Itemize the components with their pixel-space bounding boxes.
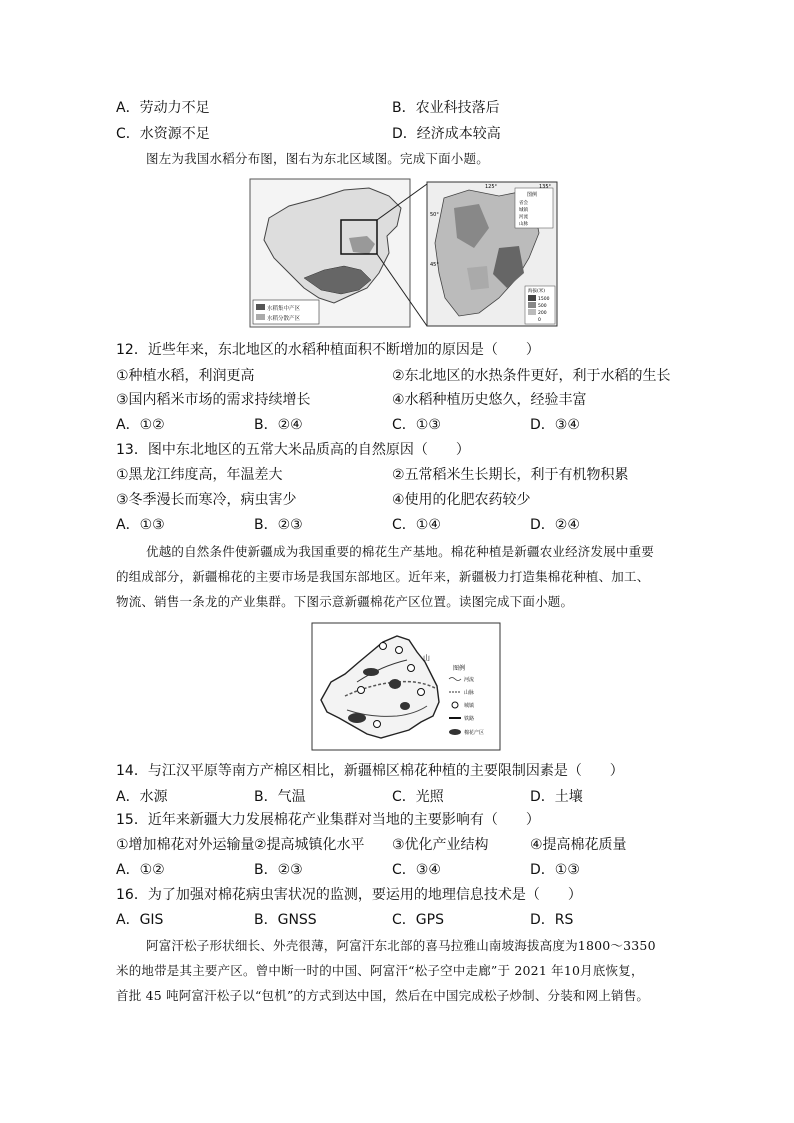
q12-item-3: ③国内稻米市场的需求持续增长: [116, 392, 311, 408]
rice-distribution-map: [249, 178, 559, 330]
mountain-label: 山: [423, 654, 430, 662]
q12-choice-d: D．③④: [530, 417, 580, 433]
q15-choice-d: D．①③: [530, 862, 580, 878]
q16-choice-d: D．RS: [530, 912, 574, 928]
q12-stem: 12．近些年来，东北地区的水稻种植面积不断增加的原因是（ ）: [116, 342, 540, 358]
q14-stem: 14．与江汉平原等南方产棉区相比，新疆棉区棉花种植的主要限制因素是（ ）: [116, 763, 624, 779]
q14-choice-b: B．气温: [254, 789, 306, 805]
intro-pine-line-1: 阿富汗松子形状细长、外壳很薄，阿富汗东北部的喜马拉雅山南坡海拔高度为1800～3350: [146, 938, 656, 953]
q14-choice-a: A．水源: [116, 789, 168, 805]
rice-legend-title: 图例: [527, 192, 538, 198]
q16-choice-c: C．GPS: [392, 912, 444, 928]
q13-item-3: ③冬季漫长而寒冷，病虫害少: [116, 492, 297, 508]
q13-choice-d: D．②④: [530, 517, 580, 533]
intro-cotton-line-3: 物流、销售一条龙的产业集群。下图示意新疆棉花产区位置。读图完成下面小题。: [116, 594, 574, 609]
lon-label-2: 135°: [539, 184, 552, 190]
elev-value-2: 500: [538, 304, 547, 309]
intro-cotton-line-1: 优越的自然条件使新疆成为我国重要的棉花生产基地。棉花种植是新疆农业经济发展中重要: [146, 544, 655, 559]
cotton-legend-area: 棉花产区: [464, 730, 485, 736]
cotton-legend-mountain: 山脉: [464, 690, 475, 696]
xinjiang-cotton-map: [311, 622, 503, 752]
cotton-legend-town: 城镇: [464, 703, 475, 709]
elev-value-3: 200: [538, 311, 547, 316]
q15-choice-a: A．①②: [116, 862, 165, 878]
rice-legend-item-1: 省会: [519, 201, 528, 206]
intro-rice: 图左为我国水稻分布图，图右为东北区域图。完成下面小题。: [146, 151, 489, 166]
intro-cotton-line-2: 的组成部分，新疆棉花的主要市场是我国东部地区。近年来，新疆极力打造集棉花种植、加工、: [116, 569, 650, 584]
cotton-legend-railway: 铁路: [464, 716, 475, 722]
rice-legend-item-3: 河流: [519, 215, 528, 220]
q15-stem: 15．近年来新疆大力发展棉花产业集群对当地的主要影响有（ ）: [116, 812, 540, 828]
q12-choice-a: A．①②: [116, 417, 165, 433]
q13-stem: 13．图中东北地区的五常大米品质高的自然原因（ ）: [116, 442, 470, 458]
q16-stem: 16．为了加强对棉花病虫害状况的监测，要运用的地理信息技术是（ ）: [116, 887, 582, 903]
q13-item-2: ②五常稻米生长期长，利于有机物积累: [392, 467, 629, 483]
intro-pine-line-2: 米的地带是其主要产区。曾中断一时的中国、阿富汗“松子空中走廊”于 2021 年10月底恢复，: [116, 963, 644, 978]
lon-label-1: 125°: [485, 184, 498, 190]
q14-choice-c: C．光照: [392, 789, 444, 805]
elev-value-1: 1500: [538, 297, 550, 302]
q12-item-1: ①种植水稻，利润更高: [116, 368, 255, 384]
q12-item-2: ②东北地区的水热条件更好，利于水稻的生长: [392, 368, 671, 384]
q13-choice-c: C．①④: [392, 517, 441, 533]
rice-legend-item-4: 山脉: [519, 222, 528, 227]
q12-item-4: ④水稻种植历史悠久，经验丰富: [392, 392, 587, 408]
q14-choice-d: D．土壤: [530, 789, 583, 805]
rice-legend-item-2: 城镇: [519, 208, 528, 213]
q13-choice-b: B．②③: [254, 517, 303, 533]
q15-item-2: ②提高城镇化水平: [254, 837, 365, 853]
q13-choice-a: A．①③: [116, 517, 165, 533]
q15-item-3: ③优化产业结构: [392, 837, 489, 853]
q11-option-d: D．经济成本较高: [392, 126, 501, 142]
q12-choice-c: C．①③: [392, 417, 441, 433]
rice-legend-label-2: 水稻分散产区: [267, 316, 301, 322]
q16-choice-a: A．GIS: [116, 912, 164, 928]
q13-item-1: ①黑龙江纬度高，年温差大: [116, 467, 283, 483]
q11-option-a: A．劳动力不足: [116, 100, 210, 116]
q15-item-4: ④提高棉花质量: [530, 837, 627, 853]
cotton-legend-river: 河流: [464, 677, 475, 683]
elev-value-4: 0: [538, 318, 541, 323]
elev-title: 海拔(米): [528, 289, 546, 294]
q13-item-4: ④使用的化肥农药较少: [392, 492, 531, 508]
q15-choice-c: C．③④: [392, 862, 441, 878]
q12-choice-b: B．②④: [254, 417, 303, 433]
rice-legend-label-1: 水稻集中产区: [267, 306, 301, 312]
q16-choice-b: B．GNSS: [254, 912, 317, 928]
cotton-legend-title: 图例: [453, 665, 466, 672]
q15-item-1: ①增加棉花对外运输量: [116, 837, 255, 853]
q11-option-c: C．水资源不足: [116, 126, 210, 142]
q11-option-b: B．农业科技落后: [392, 100, 500, 116]
lat-label-2: 45°: [430, 262, 439, 268]
intro-pine-line-3: 首批 45 吨阿富汗松子以“包机”的方式到达中国，然后在中国完成松子炒制、分装和网上销售。: [116, 988, 650, 1003]
lat-label-1: 50°: [430, 212, 439, 218]
q15-choice-b: B．②③: [254, 862, 303, 878]
